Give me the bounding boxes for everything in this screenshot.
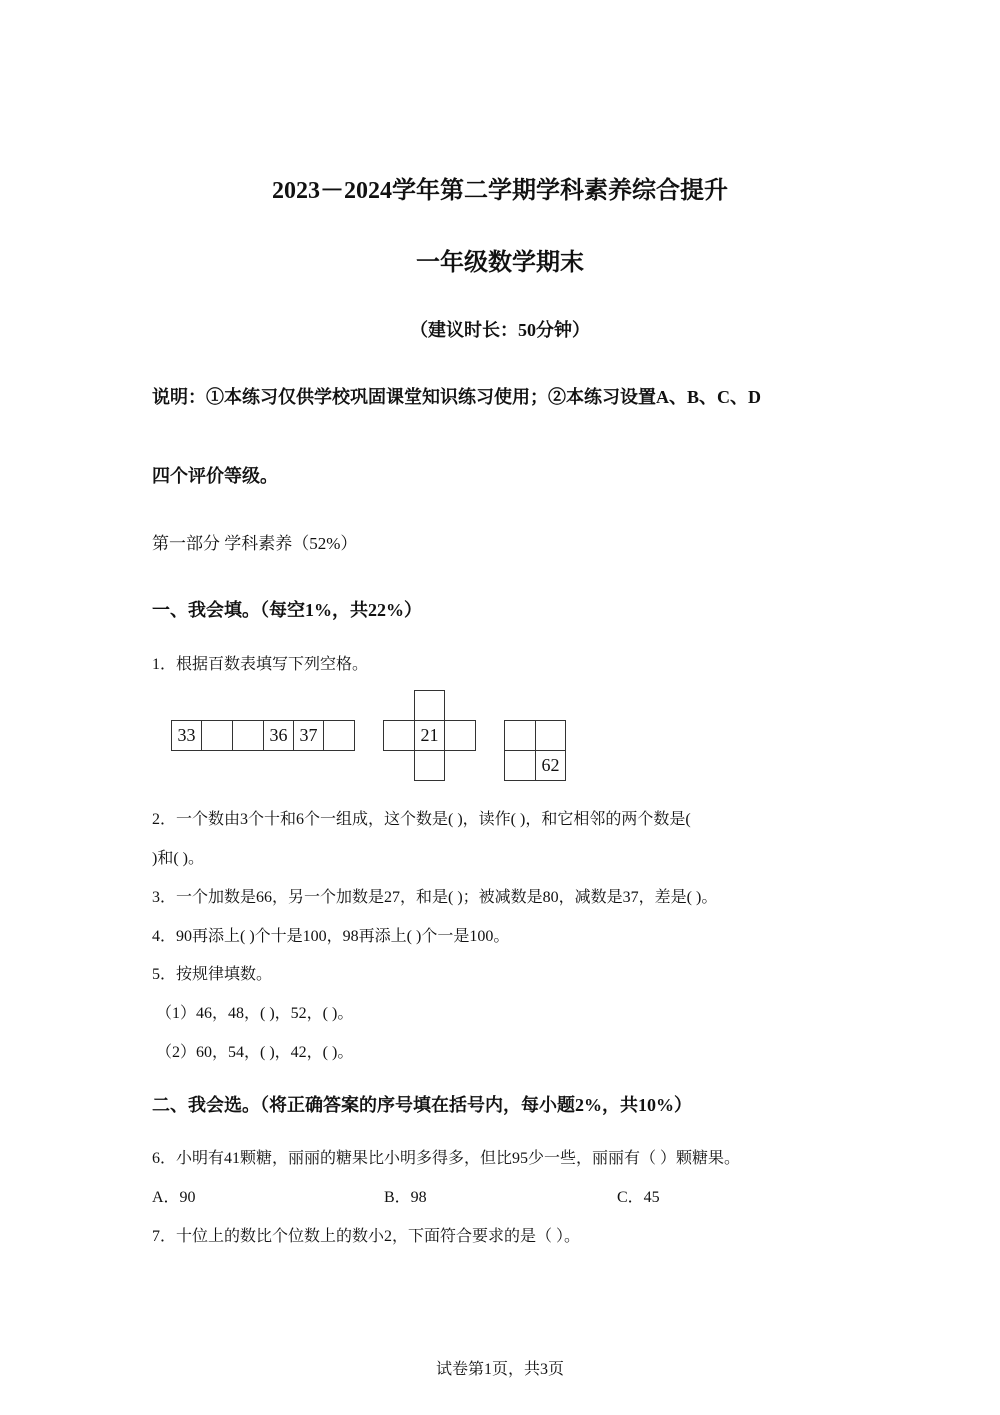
grid-row-cell: 36 [263, 720, 294, 751]
instructions-line2: 四个评价等级。 [152, 466, 278, 486]
grid-square-cell[interactable] [504, 750, 536, 781]
question-5-part-1: （1）46，48，( )，52，( )。 [156, 1005, 354, 1022]
grid-cross-right-cell[interactable] [444, 720, 476, 751]
question-5: 5．按规律填数。 [152, 966, 273, 983]
exam-title: 2023－2024学年第二学期学科素养综合提升 [272, 178, 728, 204]
question-2-line2: )和( )。 [152, 850, 204, 867]
grid-square-cell: 62 [535, 750, 566, 781]
grid-row-cell[interactable] [201, 720, 233, 751]
grid-square-cell[interactable] [535, 720, 566, 751]
section-two-heading: 二、我会选。（将正确答案的序号填在括号内，每小题2%，共10%） [152, 1095, 692, 1115]
instructions-line1: 说明：①本练习仅供学校巩固课堂知识练习使用；②本练习设置A、B、C、D [152, 387, 761, 407]
section-one-heading: 一、我会填。（每空1%，共22%） [152, 600, 422, 620]
question-5-part-2: （2）60，54，( )，42，( )。 [156, 1044, 354, 1061]
question-6: 6．小明有41颗糖，丽丽的糖果比小明多得多，但比95少一些，丽丽有（ ）颗糖果。 [152, 1150, 741, 1167]
grid-row-cell[interactable] [232, 720, 264, 751]
grid-cross-left-cell[interactable] [383, 720, 415, 751]
question-6-option-c[interactable]: C．45 [617, 1189, 660, 1206]
grid-cross-bottom-cell[interactable] [414, 750, 445, 781]
question-6-option-a[interactable]: A．90 [152, 1189, 196, 1206]
grid-cross-top-cell[interactable] [414, 690, 445, 721]
grid-square-cell[interactable] [504, 720, 536, 751]
question-4: 4．90再添上( )个十是100，98再添上( )个一是100。 [152, 928, 510, 945]
grid-row-cell: 37 [293, 720, 324, 751]
page-footer: 试卷第1页，共3页 [435, 1361, 564, 1378]
question-3: 3．一个加数是66，另一个加数是27，和是( )；被减数是80，减数是37，差是( )。 [152, 889, 718, 906]
question-6-option-b[interactable]: B．98 [384, 1189, 427, 1206]
grid-row-cell[interactable] [323, 720, 355, 751]
grid-cross-center-cell: 21 [414, 720, 445, 751]
question-7: 7．十位上的数比个位数上的数小2，下面符合要求的是（ ）。 [152, 1228, 581, 1245]
suggested-duration: （建议时长：50分钟） [410, 320, 590, 340]
question-2-line1: 2．一个数由3个十和6个一组成，这个数是( )，读作( )，和它相邻的两个数是( [152, 811, 691, 828]
part-one-heading: 第一部分 学科素养（52%） [152, 534, 358, 553]
question-1: 1．根据百数表填写下列空格。 [152, 656, 369, 673]
grid-row-cell: 33 [171, 720, 202, 751]
exam-subtitle: 一年级数学期末 [416, 250, 584, 276]
